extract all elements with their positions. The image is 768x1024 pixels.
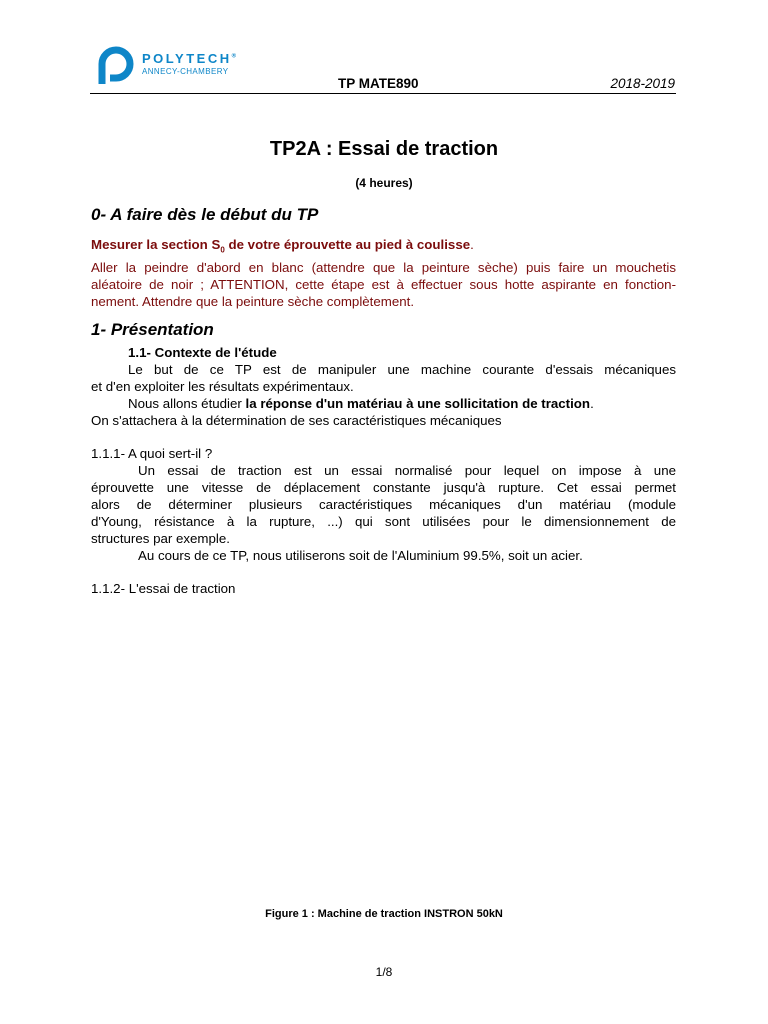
section-0-instructions xyxy=(91,236,676,310)
context-line-2: et d'en exploiter les résultats expérimentaux. xyxy=(91,379,354,394)
logo-subtitle: ANNECY-CHAMBERY xyxy=(142,67,229,76)
polytech-logo-mark-icon xyxy=(94,46,138,90)
subsection-1-1-2-title: 1.1.2- L'essai de traction xyxy=(91,581,236,596)
document-title: TP2A : Essai de traction xyxy=(269,138,499,160)
purpose-paragraph xyxy=(91,462,676,564)
section-0-heading: 0- A faire dès le début du TP xyxy=(91,205,319,224)
purpose-line-2: éprouvette une vitesse de déplacement constante jusqu'à rupture. Cet essai permet xyxy=(91,480,676,495)
subsection-1-1-heading: 1.1- Contexte de l'étude xyxy=(128,345,277,360)
logo-name: POLYTECH® xyxy=(142,51,237,66)
context-line-3: Nous allons étudier la réponse d'un matériau à une sollicitation de traction. xyxy=(128,396,594,411)
context-line-4: On s'attachera à la détermination de ses caractéristiques mécaniques xyxy=(91,413,502,428)
materials-line: Au cours de ce TP, nous utiliserons soit de l'Aluminium 99.5%, soit un acier. xyxy=(138,548,583,563)
purpose-line-3: alors de déterminer plusieurs caractéristiques mécaniques d'un matériau (module xyxy=(91,497,676,512)
context-paragraph xyxy=(91,361,676,429)
purpose-line-1: Un essai de traction est un essai normalisé pour lequel on impose à une xyxy=(138,463,676,478)
duration-note: (4 heures) xyxy=(355,176,413,190)
subsection-1-1-2-heading xyxy=(91,580,676,597)
polytech-logo xyxy=(94,46,254,90)
instruction-bold-line: Mesurer la section $S_0$ de votre éprouvette au pied à coulisse. xyxy=(91,237,474,255)
subsection-1-1-1-title: 1.1.1- A quoi sert-il ? xyxy=(91,446,213,461)
header-course-code: TP MATE890 xyxy=(338,76,419,91)
header-divider xyxy=(90,93,676,94)
header-academic-year: 2018-2019 xyxy=(610,76,675,91)
instruction-line-3: nement. Attendre que la peinture sèche complètement. xyxy=(91,293,415,309)
figure-caption: Figure 1 : Machine de traction INSTRON 50kN xyxy=(265,908,503,920)
section-1-heading: 1- Présentation xyxy=(91,320,214,339)
subsection-1-1-1-heading xyxy=(91,445,676,462)
page-number: 1/8 xyxy=(375,965,393,979)
purpose-line-4: d'Young, résistance à la rupture, ...) qui sont utilisées pour le dimensionnement de xyxy=(91,514,676,529)
purpose-line-5: structures par exemple. xyxy=(91,531,230,546)
instruction-line-2: aléatoire de noir ; ATTENTION, cette étape est à effectuer sous hotte aspirante en fonction- xyxy=(91,276,676,292)
context-line-1: Le but de ce TP est de manipuler une machine courante d'essais mécaniques xyxy=(128,362,676,377)
instruction-line-1: Aller la peindre d'abord en blanc (attendre que la peinture sèche) puis faire un mouchetis xyxy=(91,259,676,275)
